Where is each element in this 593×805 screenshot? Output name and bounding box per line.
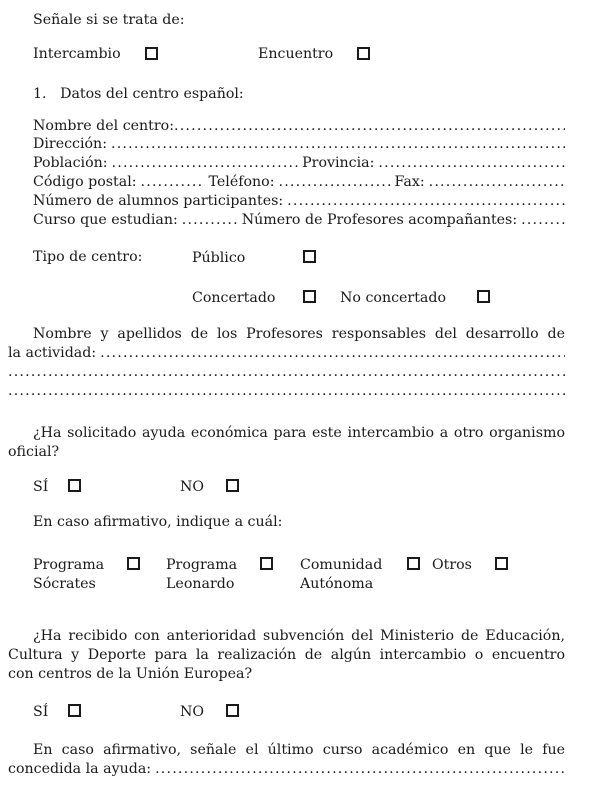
profesores-row	[8, 345, 565, 361]
q2-text: ¿Ha recibido con anterioridad subvención del Ministerio de Educación,	[33, 628, 565, 644]
concedida-label: concedida la ayuda:	[8, 761, 152, 777]
comunidad-label-1: Comunidad	[300, 557, 383, 573]
q2-no-label: NO	[180, 704, 205, 720]
socrates-label-1: Programa	[33, 557, 105, 573]
profesores-field-3[interactable]	[8, 383, 565, 399]
codigo-postal-field[interactable]	[141, 174, 205, 190]
poblacion-row	[33, 155, 565, 171]
poblacion-label: Población:	[33, 155, 108, 171]
telefono-label: Teléfono:	[208, 174, 275, 190]
nombre-centro-row	[33, 118, 565, 134]
otros-checkbox[interactable]	[495, 557, 508, 570]
publico-checkbox[interactable]	[303, 250, 316, 263]
profesores-line-2	[8, 364, 565, 380]
concertado-label: Concertado	[192, 290, 276, 306]
direccion-row	[33, 136, 565, 152]
curso-row	[33, 212, 565, 228]
telefono-field[interactable]	[279, 174, 391, 190]
comunidad-checkbox[interactable]	[407, 557, 420, 570]
socrates-label-2: Sócrates	[33, 576, 96, 592]
section-title: 1. Datos del centro español:	[33, 86, 244, 102]
publico-label: Público	[192, 250, 246, 266]
fax-field[interactable]	[429, 174, 565, 190]
num-alumnos-row	[33, 193, 565, 209]
num-profesores-field[interactable]	[521, 212, 565, 228]
q1-no-label: NO	[180, 479, 205, 495]
profesores-text: Nombre y apellidos de los Profesores responsables del desarrollo de	[33, 326, 565, 342]
ultimo-curso-text: En caso afirmativo, señale el último curso académico en que le fue	[33, 742, 565, 758]
comunidad-label-2: Autónoma	[300, 576, 374, 592]
num-profesores-label: Número de Profesores acompañantes:	[241, 212, 518, 228]
otros-label: Otros	[432, 557, 472, 573]
intercambio-checkbox[interactable]	[145, 47, 158, 60]
q1-text: ¿Ha solicitado ayuda económica para este intercambio a otro organismo	[33, 425, 565, 441]
q1-no-checkbox[interactable]	[226, 479, 239, 492]
direccion-field[interactable]	[111, 136, 565, 152]
q2-text-cont-1: Cultura y Deporte para la realización de algún intercambio o encuentro	[8, 647, 565, 663]
num-alumnos-label: Número de alumnos participantes:	[33, 193, 284, 209]
codigo-telefono-fax-row	[33, 174, 565, 190]
leonardo-checkbox[interactable]	[260, 557, 273, 570]
ultimo-curso-field[interactable]	[155, 761, 565, 777]
socrates-checkbox[interactable]	[127, 557, 140, 570]
encuentro-label: Encuentro	[258, 46, 334, 62]
fax-label: Fax:	[394, 174, 425, 190]
no-concertado-label: No concertado	[340, 290, 446, 306]
concertado-checkbox[interactable]	[303, 290, 316, 303]
provincia-label: Provincia:	[302, 155, 375, 171]
provincia-field[interactable]	[378, 155, 565, 171]
profesores-field-1[interactable]	[100, 345, 565, 361]
intercambio-label: Intercambio	[33, 46, 121, 62]
actividad-label: la actividad:	[8, 345, 97, 361]
q1-si-label: SÍ	[33, 479, 49, 495]
curso-field[interactable]	[182, 212, 238, 228]
q2-no-checkbox[interactable]	[226, 704, 239, 717]
select-type-label: Señale si se trata de:	[33, 12, 185, 28]
leonardo-label-1: Programa	[166, 557, 238, 573]
leonardo-label-2: Leonardo	[166, 576, 235, 592]
profesores-field-2[interactable]	[8, 364, 565, 380]
q1-si-checkbox[interactable]	[68, 479, 81, 492]
encuentro-checkbox[interactable]	[357, 47, 370, 60]
ultimo-curso-row	[8, 761, 565, 777]
nombre-centro-field[interactable]	[174, 118, 565, 134]
nombre-centro-label: Nombre del centro:	[33, 118, 174, 134]
num-alumnos-field[interactable]	[287, 193, 565, 209]
codigo-postal-label: Código postal:	[33, 174, 137, 190]
q2-si-checkbox[interactable]	[68, 704, 81, 717]
tipo-centro-label: Tipo de centro:	[33, 249, 143, 265]
direccion-label: Dirección:	[33, 136, 107, 152]
poblacion-field[interactable]	[112, 155, 299, 171]
profesores-line-3	[8, 383, 565, 399]
afirmativo-label: En caso afirmativo, indique a cuál:	[33, 514, 283, 530]
curso-label: Curso que estudian:	[33, 212, 178, 228]
q1-text-cont: oficial?	[8, 444, 60, 460]
q2-text-cont-2: con centros de la Unión Europea?	[8, 666, 253, 682]
no-concertado-checkbox[interactable]	[477, 290, 490, 303]
q2-si-label: SÍ	[33, 704, 49, 720]
